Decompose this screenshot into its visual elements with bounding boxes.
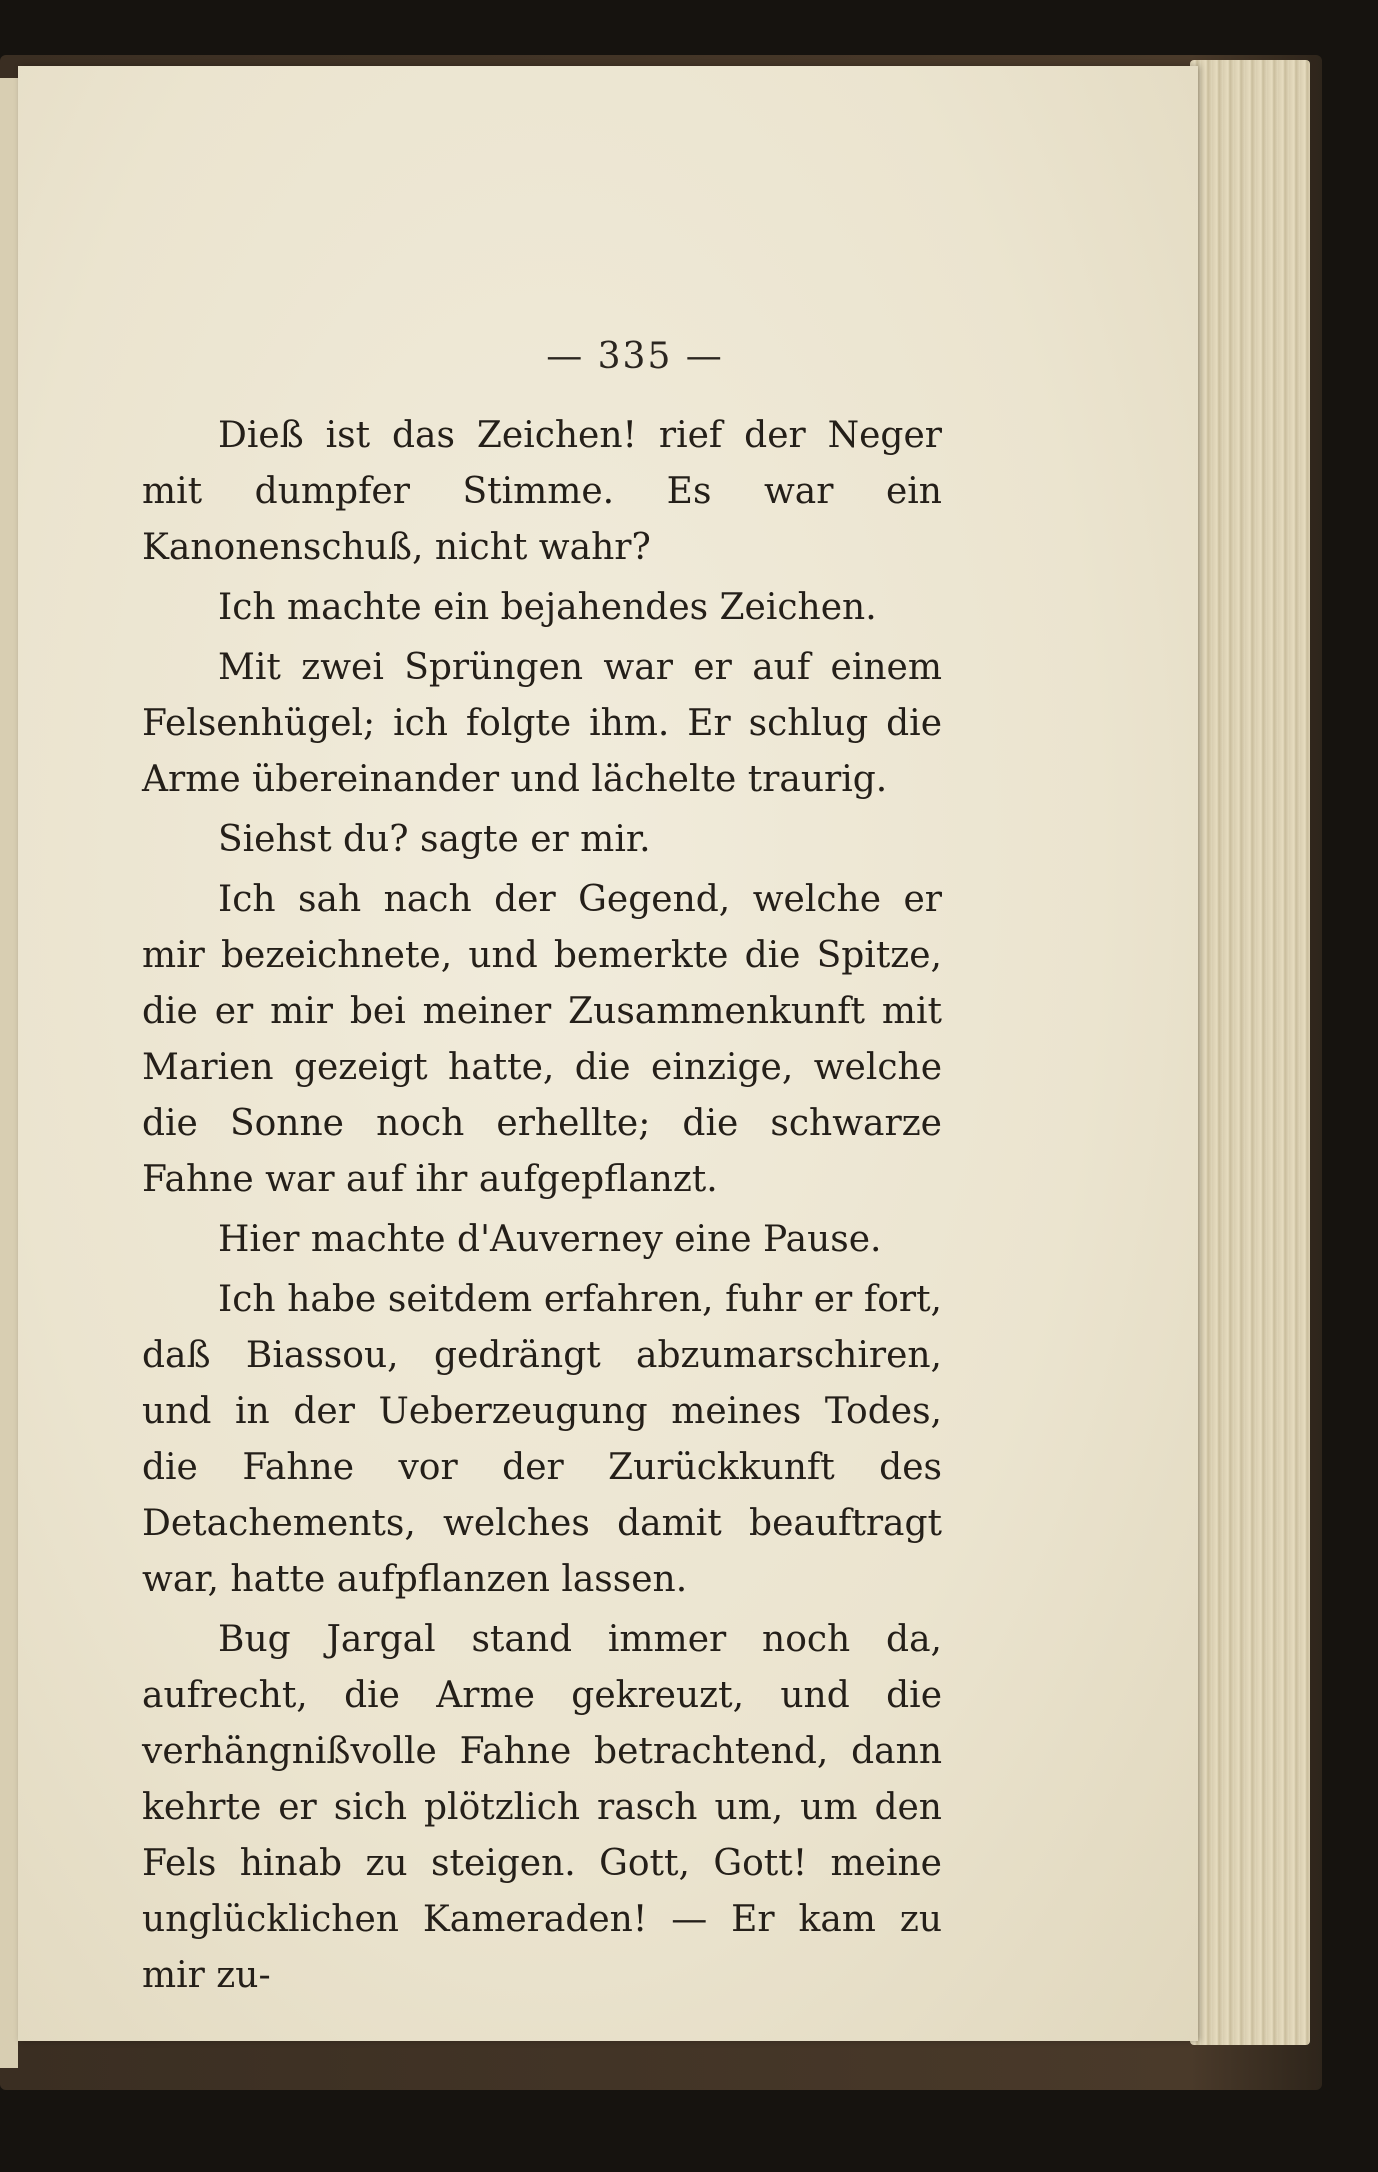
paragraph: Siehst du? sagte er mir. — [218, 819, 651, 860]
paragraph: Dieß ist das Zeichen! rief der Neger mit dumpfer Stimme. Es war ein Kanonenschuß, nicht wahr? — [142, 415, 942, 568]
paragraph: Bug Jargal stand immer noch da, aufrecht, die Arme gekreuzt, und die verhängnißvolle Fahne betrachtend, dann kehrte er sich plötzlich rasch um, um den Fels hinab zu steigen. Gott, Gott! meine unglücklichen Kameraden! — Er kam zu mir zu- — [142, 1619, 942, 1996]
page-number: — 335 — — [546, 336, 724, 377]
paragraph: Ich sah nach der Gegend, welche er mir bezeichnete, und bemerkte die Spitze, die er mir bei meiner Zusammenkunft mit Marien gezeigt hatte, die einzige, welche die Sonne noch erhellte; die schwarze Fahne war auf ihr aufgepflanzt. — [142, 879, 942, 1200]
paragraph: Ich habe seitdem erfahren, fuhr er fort, daß Biassou, gedrängt abzumarschiren, und in der Ueberzeugung meines Todes, die Fahne vor der Zurückkunft des Detachements, welches damit beauftragt war, hatte aufpflanzen lassen. — [142, 1279, 942, 1600]
paragraph: Ich machte ein bejahendes Zeichen. — [218, 587, 877, 628]
body-text — [142, 408, 942, 2008]
paragraph: Mit zwei Sprüngen war er auf einem Felsenhügel; ich folgte ihm. Er schlug die Arme übereinander und lächelte traurig. — [142, 647, 942, 800]
paragraph: Hier machte d'Auverney eine Pause. — [218, 1219, 882, 1260]
